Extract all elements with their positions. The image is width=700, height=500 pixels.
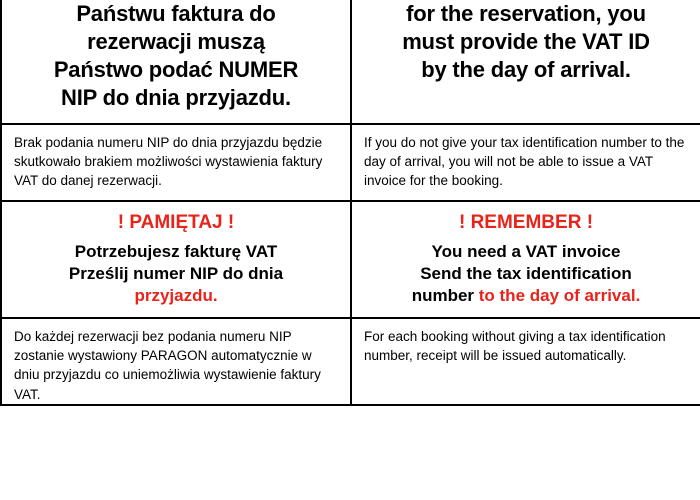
- cell-heading-polish: [1, 0, 351, 124]
- heading-polish-line-3: Państwo podać NUMER: [53, 57, 299, 83]
- remember-english-line-3-black: number: [411, 286, 479, 306]
- body-polish-2-text: Do każdej rezerwacji bez podania numeru NIP zostanie wystawiony PARAGON automatycznie w dniu przyjazdu co uniemożliwia wystawienie faktury VAT.: [14, 329, 321, 402]
- remember-polish-line-3: przyjazdu.: [134, 286, 218, 306]
- remember-english-line-2: Send the tax identification: [420, 263, 632, 283]
- table-row: [1, 0, 700, 124]
- cell-heading-english: [351, 0, 700, 124]
- heading-english-line-2: must provide the VAT ID: [402, 29, 650, 55]
- remember-english-line-1: You need a VAT invoice: [431, 241, 621, 261]
- heading-polish-line-2: rezerwacji muszą: [87, 29, 265, 55]
- remember-polish-line-1: Potrzebujesz fakturę VAT: [74, 241, 278, 261]
- remember-english-title: ! REMEMBER !: [458, 212, 594, 234]
- table-row: [1, 318, 700, 405]
- remember-polish-line-2: Prześlij numer NIP do dnia: [68, 263, 284, 283]
- remember-polish-block: [2, 202, 350, 317]
- cell-body-polish-2: [1, 318, 351, 405]
- heading-polish-text: [2, 0, 350, 123]
- remember-polish-title: ! PAMIĘTAJ !: [117, 212, 235, 234]
- cell-body-english-1: [351, 124, 700, 201]
- heading-polish-line-1: Państwu faktura do: [76, 1, 276, 26]
- table-row: [1, 201, 700, 318]
- cell-remember-polish: [1, 201, 351, 318]
- remember-english-body: [364, 241, 688, 307]
- cell-remember-english: [351, 201, 700, 318]
- body-polish-1-text: Brak podania numeru NIP do dnia przyjazdu będzie skutkowało brakiem możliwości wystawienia faktury VAT do danej rezerwacji.: [14, 134, 323, 188]
- remember-english-block: [352, 202, 700, 317]
- remember-polish-body: [14, 241, 338, 307]
- table-row: [1, 124, 700, 201]
- cell-body-polish-1: [1, 124, 351, 201]
- remember-english-line-3-red: to the day of arrival.: [478, 286, 641, 306]
- heading-english-line-1: for the reservation, you: [406, 1, 646, 26]
- body-english-1-text: If you do not give your tax identification number to the day of arrival, you will not be able to issue a VAT invoice for the booking.: [364, 134, 685, 188]
- heading-english-text: [352, 0, 700, 94]
- heading-polish-line-4: NIP do dnia przyjazdu.: [61, 85, 291, 111]
- cell-body-english-2: [351, 318, 700, 405]
- body-english-2-text: For each booking without giving a tax identification number, receipt will be issued automatically.: [364, 329, 666, 364]
- heading-english-line-3: by the day of arrival.: [421, 57, 631, 83]
- remember-english-line-3: [364, 285, 688, 307]
